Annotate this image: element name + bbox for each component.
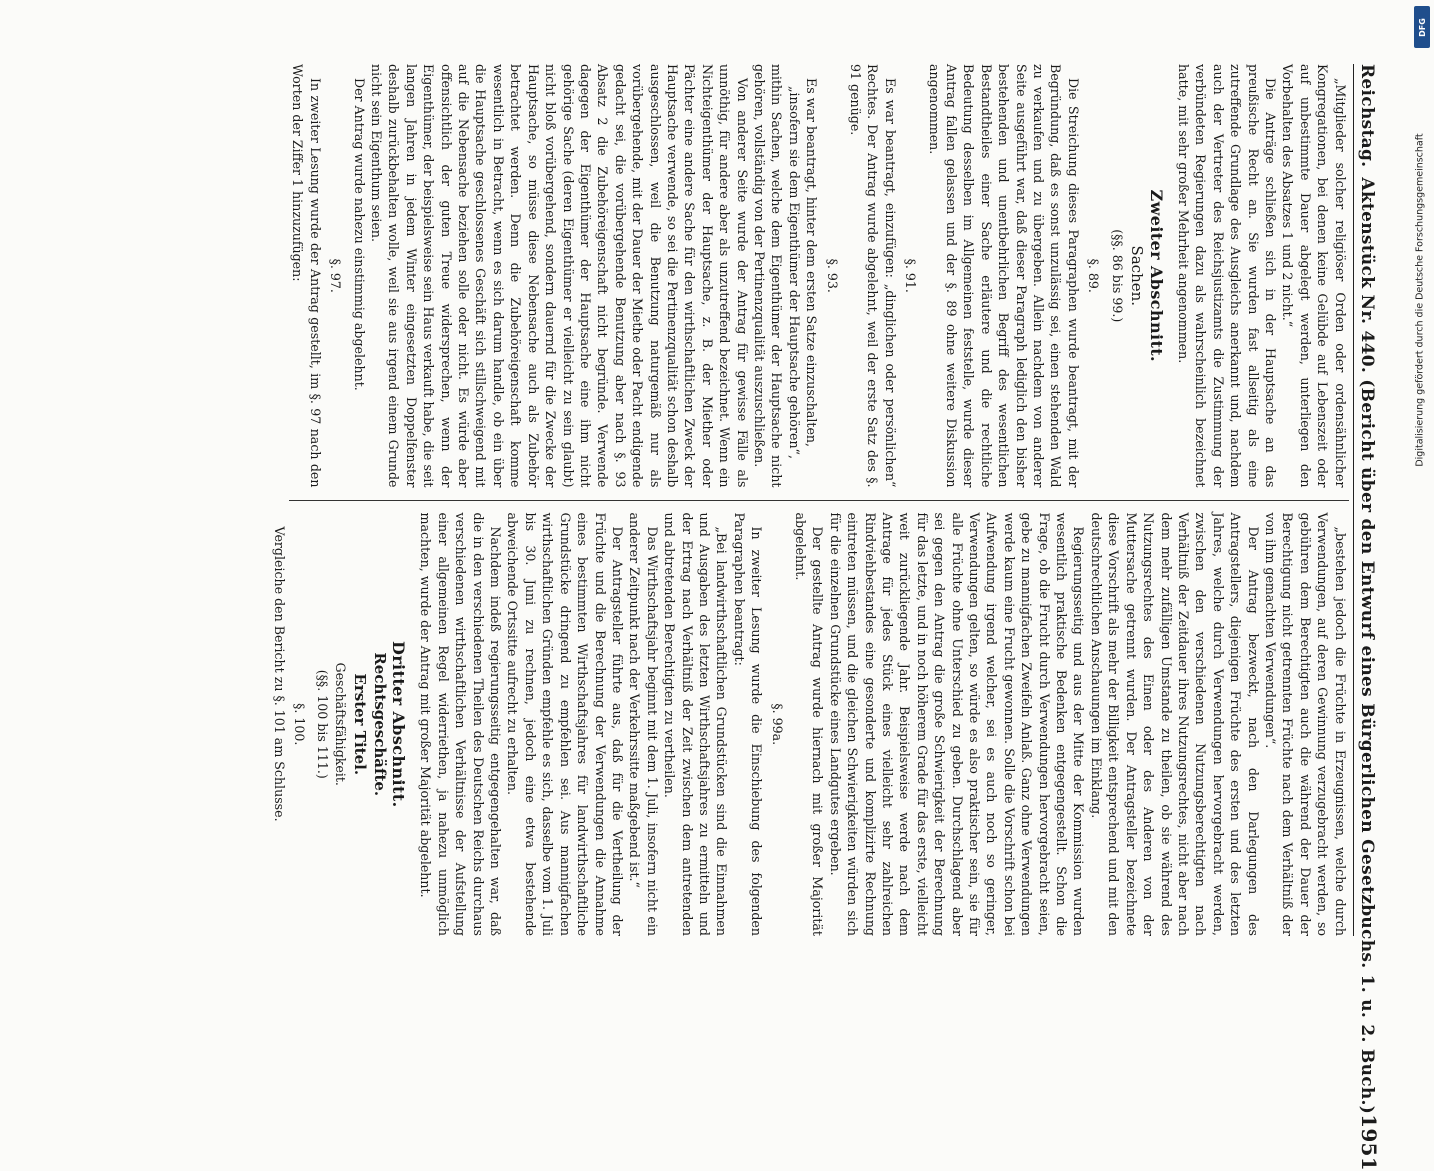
paragraph: Von anderer Seite wurde der Antrag für gewisse Fälle als unnöthig, für andere aber als unzutreffend bezeichnet. Wenn ein Nichteigenthümer der Hauptsache, z. B. der Miether oder Pächter eine andere Sache für den wirthschaftlichen Zweck der Hauptsache verwende, so sei die Pertinenzqualität schon deshalb ausgeschlossen, weil die Benutzung naturgemäß nur als vorübergehende, mit der Dauer der Miethe oder Pacht endigende gedacht sei, die vorübergehende Benutzung aber nach §. 93 Absatz 2 die Zubehöreigenschaft nicht begründe. Verwende dagegen der Eigenthümer der Hauptsache eine ihm nicht gehörige Sache (deren Eigenthümer er vielleicht zu sein glaubt) nicht bloß vorübergehend, sondern dauernd für die Zwecke der Hauptsache, so müsse diese Nebensache auch als Zubehör betrachtet werden. Denn die Zubehöreigenschaft komme wesentlich in Betracht, wenn es sich darum handle, ob ein über die Hauptsache geschlossenes Geschäft sich stillschweigend mit auf die Nebensache beziehen solle oder nicht. Es würde aber offensichtlich der guten Treue widersprechen, wenn der Eigenthümer, der beispielsweise sein Haus verkauft habe, die seit langen Jahren in jedem Winter eingesetzten Doppelfenster deshalb zurückbehalten wolle, weil sie aus irgend einem Grunde nicht sein Eigenthum seien. — [369, 64, 750, 488]
title-subtitle: Geschäftsfähigkeit. — [332, 662, 348, 786]
digitization-note — [1408, 20, 1432, 580]
paragraph: Nachdem indeß regierungsseitig entgegengehalten war, daß die in den verschiedenen Theilen des Deutschen Reichs durchaus verschiedenen wirthschaftlichen Verhältnisse der Aufstellung einer allgemeinen Regel widerriethen, ja nahezu unmöglich machten, wurde der Antrag mit großer Majorität abgelehnt. — [418, 512, 504, 936]
paragraph: In zweiter Lesung wurde der Antrag gestellt, im §. 97 nach den Worten der Ziffer 1 hinzuzufügen: — [290, 64, 323, 488]
quote: Das Wirthschaftsjahr beginnt mit dem 1. Juli, insofern nicht ein anderer Zeitpunkt nach der Verkehrssitte maßgebend ist.“ — [627, 512, 660, 936]
paragraph: Vergleiche den Bericht zu §. 101 am Schlusse. — [271, 526, 287, 822]
paragraph-number: §. 93. — [824, 258, 840, 293]
section-range: (§§. 86 bis 99.) — [1109, 229, 1125, 323]
paragraph: Der Antrag bezweckt, nach den Darlegungen des Antragstellers, diejenigen Früchte des ersten und des letzten Jahres, welche durch Verwendungen hervorgebracht werden, zwischen den verschiedenen Nutzungsberechtigten nach Verhältniß der Zeitdauer ihres Nutzungsrechtes, nicht aber nach dem mehr zufälligen Umstande zu theilen, ob sie während des Nutzungsrechtes des Einen oder des Anderen von der Muttersache getrennt wurden. Der Antragsteller bezeichnete diese Vorschrift als mehr der Billigkeit entsprechend und mit den deutschrechtlichen Anschauungen im Einklang. — [1088, 512, 1261, 936]
left-column — [289, 64, 1349, 501]
paragraph: Es war beantragt, hinter dem ersten Satze einzuschalten, — [804, 78, 820, 448]
paragraph-number: §. 99a. — [769, 703, 785, 746]
paragraph: Regierungsseitig und aus der Mitte der Kommission wurden wesentlich praktische Bedenken entgegengestellt. Schon die Frage, ob die Frucht durch Verwendungen hervorgebracht seien, gebe zu mannigfachen Zweifeln Anlaß. Ganz ohne Verwendungen werde kaum eine Frucht gewonnen. Solle die Vorschrift schon bei Aufwendung irgend welcher, sei es auch noch so geringer, Verwendungen gelten, so würde es also praktischer sein, sie für alle Früchte ohne Unterschied zu geben. Durchschlagend aber sei gegen den Antrag die große Schwierigkeit der Berechnung für das letzte, und in noch höherem Grade für das erste, vielleicht weit zurückliegende Jahr. Beispielsweise werde nach dem Antrage für jedes Stück eines vielleicht sehr zahlreichen Rindviehbestandes eine gesonderte und komplizirte Rechnung eintreten müssen, und die gleichen Schwierigkeiten würden sich für die einzelnen Grundstücke eines Landgutes ergeben. — [827, 512, 1087, 936]
page-number: 1951 — [1357, 1114, 1381, 1171]
paragraph: Es war beantragt, einzufügen: „dinglichen oder persönlichen“ Rechtes. Der Antrag wurde abgelehnt, weil der erste Satz des §. 91 genüge. — [848, 64, 898, 488]
paragraph-number: §. 97. — [328, 258, 344, 293]
section-subtitle: Rechtsgeschäfte. — [370, 652, 389, 797]
quote: „insofern sie dem Eigenthümer der Hauptsache gehören“, — [786, 86, 802, 459]
quote: „bestehen jedoch die Früchte in Erzeugnissen, welche durch Verwendungen, auf deren Gewinnung verzugebracht werden, so gebühren dem Berechtigten auch die während der Dauer der Berechtigung nicht getrennten Früchte nach dem Verhältniß der von ihm gemachten Verwendungen“. — [1262, 512, 1348, 936]
header-title: Aktenstück Nr. 440. (Bericht über den Entwurf eines Bürgerlichen Gesetzbuchs. 1. u. 2. Buch.) — [1357, 177, 1377, 1115]
paragraph: Der gestellte Antrag wurde hiernach mit großer Majorität abgelehnt. — [793, 512, 826, 936]
paragraph: mithin Sachen, welche dem Eigenthümer der Hauptsache nicht gehören, vollständig von der Pertinenzqualität auszuschließen. — [752, 64, 785, 488]
document-page — [37, 20, 1397, 1171]
digitization-text: Digitalisierung gefördert durch die Deutsche Forschungsgemeinschaft — [1414, 133, 1426, 467]
paragraph: Der Antragsteller führte aus, daß für die Vertheilung der Früchte und die Berechnung der Verwendungen die Annahme eines bestimmten Wirthschaftsjahres für landwirthschaftliche Grundstücke dringend zu empfehlen sei. Aus mannigfachen wirthschaftlichen Gründen empfehle es sich, dasselbe vom 1. Juli bis 30. Juni zu rechnen, jedoch eine etwa bestehende abweichende Ortssitte aufrecht zu erhalten. — [505, 512, 625, 936]
section-range: (§§. 100 bis 111.) — [315, 669, 331, 779]
paragraph: Der Antrag wurde nahezu einstimmig abgelehnt. — [351, 78, 367, 391]
section-heading: Dritter Abschnitt. — [389, 640, 409, 808]
header-left: Reichstag. — [1357, 64, 1377, 168]
paragraph-number: §. 89. — [1086, 258, 1102, 293]
paragraph: In zweiter Lesung wurde die Einschiebung des folgenden Paragraphen beantragt: — [731, 512, 765, 936]
quote: „Bei landwirthschaftlichen Grundstücken sind die Einnahmen und Ausgaben des letzten Wirthschaftsjahres zu ermitteln und der Ertrag nach Verhältniß der Zeit zwischen dem antretenden und abtretenden Berechtigten zu vertheilen. — [662, 512, 730, 936]
paragraph: „Mitglieder solcher religiöser Orden oder ordensähnlicher Kongregationen, bei denen keine Gelübde auf Lebenszeit oder auf unbestimmte Dauer abgelegt werden, unterliegen den Vorbehalten des Absatzes 1 und 2 nicht.“ — [1280, 64, 1348, 488]
dfg-logo: DFG — [1414, 6, 1430, 48]
section-subtitle: Sachen. — [1128, 245, 1147, 307]
paragraph: Die Anträge schließen sich in der Hauptsache an das preußische Recht an. Sie wurden fast allseitig als eine zutreffende Grundlage des Ausgleichs anerkannt und, nachdem auch der Vertreter des Reichsjustizamts die Zustimmung der verbündeten Regierungen dazu als wahrscheinlich bezeichnet hatte, mit sehr großer Mehrheit angenommen. — [1175, 64, 1278, 488]
title-heading: Erster Titel. — [351, 673, 370, 776]
paragraph-number: §. 91. — [903, 258, 919, 293]
page-header — [1353, 64, 1381, 1171]
paragraph-number: §. 100. — [292, 703, 308, 746]
section-heading: Zweiter Abschnitt. — [1146, 189, 1166, 363]
right-column — [270, 501, 1348, 937]
columns — [270, 64, 1348, 936]
paragraph: Die Streichung dieses Paragraphen wurde beantragt, mit der Begründung, daß es sonst unzulässig sei, einen stehenden Wald zu verkaufen und zu übergeben. Allein nachdem von anderer Seite ausgeführt war, daß dieser Paragraph lediglich den bisher bestehenden und unentbehrlichen Begriff des wesentlichen Bestandtheiles einer Sache erläutere und die rechtliche Bedeutung desselben im Allgemeinen feststelle, wurde dieser Antrag fallen gelassen und der §. 89 ohne weitere Diskussion angenommen. — [926, 64, 1081, 488]
